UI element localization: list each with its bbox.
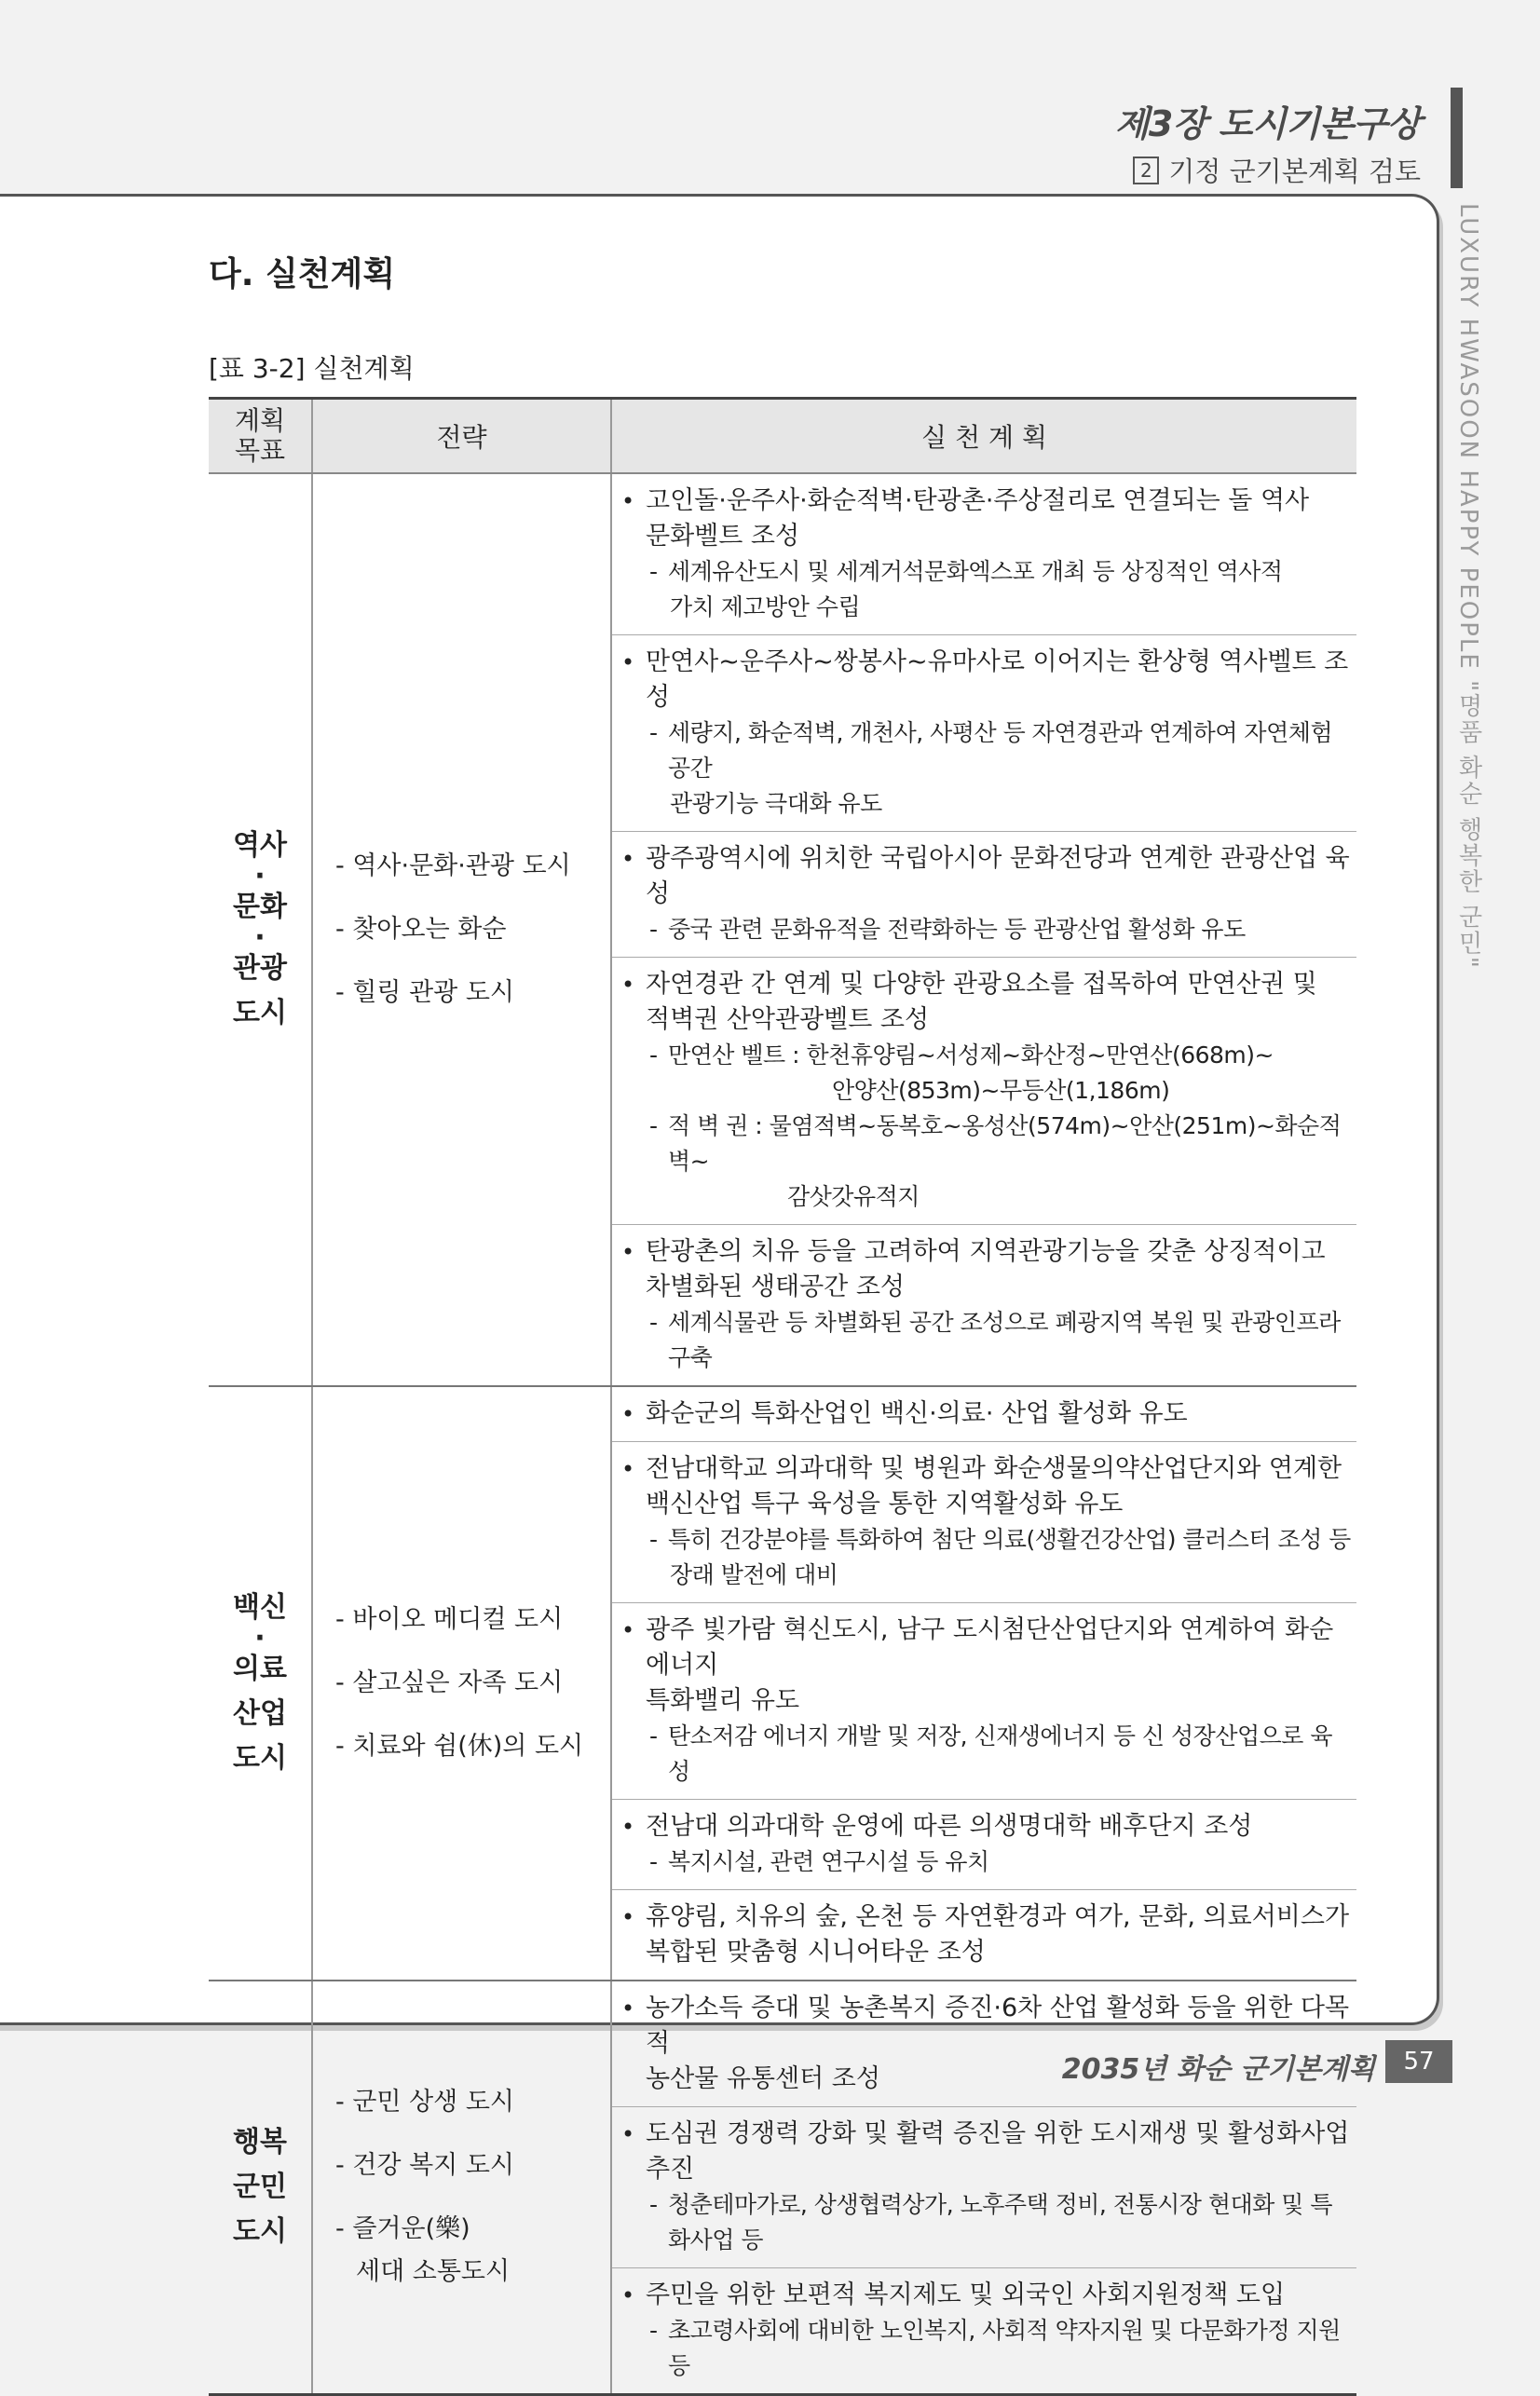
section-subtitle-label: 기정 군기본계획 검토 <box>1168 156 1421 187</box>
action-block <box>612 1981 1356 2107</box>
sub-text: 초고령사회에 대비한 노인복지, 사회적 약자지원 및 다문화가정 지원 등 <box>668 2317 1341 2379</box>
action-sub-line <box>621 1038 1351 1073</box>
sub-text: 감삿갓유적지 <box>787 1183 920 1210</box>
goal-text: 역사 <box>233 829 287 862</box>
action-block <box>612 474 1356 635</box>
action-bullet-line <box>621 1002 1351 1038</box>
action-bullet-line <box>621 1234 1351 1270</box>
bullet-dot-icon: • <box>621 846 635 872</box>
action-text: 전남대 의과대학 운영에 따른 의생명대학 배후단지 조성 <box>646 1812 1253 1841</box>
action-sub-line <box>621 1179 1351 1215</box>
bullet-dot-icon: • <box>621 1995 635 2022</box>
sub-text: 장래 발전에 대비 <box>670 1561 838 1588</box>
action-text: 만연사~운주사~쌍봉사~유마사로 이어지는 환상형 역사벨트 조성 <box>646 647 1349 712</box>
strategy-item: - 군민 상생 도시 <box>335 2088 514 2117</box>
sub-text: 복지시설, 관련 연구시설 등 유치 <box>668 1848 989 1875</box>
sub-dash: - <box>649 2317 658 2344</box>
action-text: 화순군의 특화산업인 백신·의료· 산업 활성화 유도 <box>646 1399 1188 1428</box>
section-number-box: 2 <box>1133 157 1159 184</box>
bullet-dot-icon: • <box>621 2121 635 2147</box>
bullet-dot-icon: • <box>621 1401 635 1427</box>
sub-text: 청춘테마가로, 상생협력상가, 노후주택 정비, 전통시장 현대화 및 특화사업 등 <box>668 2191 1333 2253</box>
bullet-dot-icon: • <box>621 2282 635 2308</box>
strategy-item: - 역사·문화·관광 도시 <box>335 851 571 880</box>
action-block <box>612 1800 1356 1890</box>
goal-text: · <box>254 860 266 892</box>
action-sub-line <box>621 715 1351 786</box>
goal-text: 도시 <box>233 1742 287 1775</box>
action-bullet-line <box>621 1487 1351 1522</box>
action-block <box>612 1442 1356 1603</box>
action-sub-line <box>621 1558 1351 1593</box>
action-sub-line <box>621 1073 1351 1109</box>
goal-header <box>209 399 312 474</box>
action-bullet-line <box>621 1683 1351 1719</box>
goal-text: · <box>254 1622 266 1654</box>
action-block <box>612 1387 1356 1442</box>
bullet-dot-icon: • <box>621 488 635 514</box>
action-sub-line <box>621 2187 1351 2258</box>
bullet-dot-icon: • <box>621 1239 635 1265</box>
action-sub-line <box>621 1109 1351 1179</box>
bullet-dot-icon <box>621 1935 646 1970</box>
action-text: 광주광역시에 위치한 국립아시아 문화전당과 연계한 관광산업 육성 <box>646 844 1350 908</box>
sub-dash: - <box>649 1309 658 1336</box>
bullet-dot-icon: • <box>621 649 635 675</box>
sub-dash <box>649 1179 668 1215</box>
action-text: 백신산업 특구 육성을 통한 지역활성화 유도 <box>646 1490 1124 1518</box>
action-bullet-line <box>621 645 1351 715</box>
table-row <box>209 473 1356 1386</box>
goal-text: 백신 <box>233 1591 287 1624</box>
side-slogan: LUXURY HWASOON HAPPY PEOPLE "명품 화순 행복한 군민" <box>1454 203 1482 970</box>
action-text: 휴양림, 치유의 숲, 온천 등 자연환경과 여가, 문화, 의료서비스가 <box>646 1902 1350 1931</box>
sub-text: 세계식물관 등 차별화된 공간 조성으로 폐광지역 복원 및 관광인프라 구축 <box>668 1309 1341 1371</box>
actions-cell <box>611 1386 1356 1981</box>
sub-dash: - <box>649 2191 658 2218</box>
action-block <box>612 1603 1356 1800</box>
strategy-item: - 힐링 관광 도시 <box>335 978 514 1007</box>
bullet-dot-icon: • <box>621 1456 635 1482</box>
action-text: 적벽권 산악관광벨트 조성 <box>646 1005 930 1034</box>
action-block <box>612 2268 1356 2393</box>
goal-text: 도시 <box>233 2215 287 2248</box>
action-bullet-line <box>621 841 1351 912</box>
sub-text: 가치 제고방안 수립 <box>670 593 861 620</box>
action-sub-line <box>621 1719 1351 1790</box>
plan-table <box>209 397 1356 2396</box>
action-bullet-line <box>621 1270 1351 1305</box>
action-text: 주민을 위한 보편적 복지제도 및 외국인 사회지원정책 도입 <box>646 2280 1286 2309</box>
action-text: 탄광촌의 치유 등을 고려하여 지역관광기능을 갖춘 상징적이고 <box>646 1237 1326 1266</box>
action-bullet-line <box>621 1809 1351 1845</box>
section-title: 다. 실천계획 <box>209 255 396 293</box>
action-text: 고인돌·운주사·화순적벽·탄광촌·주상절리로 연결되는 돌 역사 <box>646 486 1310 515</box>
action-bullet-line <box>621 1935 1351 1970</box>
action-text: 자연경관 간 연계 및 다양한 관광요소를 접목하여 만연산권 및 <box>646 970 1317 999</box>
action-bullet-line <box>621 967 1351 1002</box>
sub-dash <box>649 1558 668 1593</box>
action-block <box>612 635 1356 832</box>
action-block <box>612 958 1356 1225</box>
action-bullet-line <box>621 1396 1351 1432</box>
sub-dash: - <box>649 1722 658 1749</box>
action-text: 특화밸리 유도 <box>646 1686 800 1715</box>
action-text: 문화벨트 조성 <box>646 522 800 551</box>
action-sub-line <box>621 2313 1351 2384</box>
table-row <box>209 1981 1356 2395</box>
action-bullet-line <box>621 483 1351 519</box>
action-sub-line <box>621 590 1351 625</box>
sub-text: 특히 건강분야를 특화하여 첨단 의료(생활건강산업) 클러스터 조성 등 <box>668 1526 1351 1553</box>
goal-header-line2: 목표 <box>234 435 286 466</box>
goal-text: · <box>254 921 266 954</box>
sub-text: 세계유산도시 및 세계거석문화엑스포 개최 등 상징적인 역사적 <box>668 558 1283 585</box>
sub-text: 적 벽 권 : 물염적벽~동복호~옹성산(574m)~안산(251m)~화순적벽~ <box>668 1112 1342 1175</box>
action-bullet-line <box>621 2117 1351 2187</box>
bullet-dot-icon <box>621 1270 646 1305</box>
goal-text: 관광 <box>233 952 287 985</box>
sub-text: 안양산(853m)~무등산(1,186m) <box>832 1077 1170 1104</box>
goal-cell <box>209 1981 312 2395</box>
action-text: 농산물 유통센터 조성 <box>646 2064 880 2093</box>
sub-text: 만연산 벨트 : 한천휴양림~서성제~화산정~만연산(668m)~ <box>668 1041 1274 1069</box>
sub-dash <box>649 1073 668 1109</box>
goal-text: 산업 <box>233 1697 287 1730</box>
sub-dash <box>649 786 668 822</box>
sub-dash: - <box>649 1526 658 1553</box>
action-text: 광주 빛가람 혁신도시, 남구 도시첨단산업단지와 연계하여 화순 에너지 <box>646 1615 1334 1680</box>
strategy-item: 세대 소통도시 <box>356 2257 511 2286</box>
goal-text: 행복 <box>233 2126 287 2158</box>
sub-text: 중국 관련 문화유적을 전략화하는 등 관광산업 활성화 유도 <box>668 916 1246 943</box>
sub-text: 관광기능 극대화 유도 <box>670 790 882 817</box>
bullet-dot-icon: • <box>621 1814 635 1840</box>
goal-text: 의료 <box>233 1653 287 1685</box>
strategy-item: - 즐거운(樂) <box>335 2214 470 2243</box>
action-bullet-line <box>621 1451 1351 1487</box>
action-sub-line <box>621 554 1351 590</box>
sub-text: 세량지, 화순적벽, 개천사, 사평산 등 자연경관과 연계하여 자연체험공간 <box>668 719 1333 782</box>
action-bullet-line <box>621 519 1351 554</box>
bullet-dot-icon <box>621 519 646 554</box>
page-number: 57 <box>1385 2040 1452 2083</box>
goal-cell <box>209 1386 312 1981</box>
section-subtitle <box>1133 151 1421 189</box>
bullet-dot-icon: • <box>621 972 635 998</box>
strategy-cell <box>312 1981 611 2395</box>
action-block <box>612 1890 1356 1980</box>
action-bullet-line <box>621 1899 1351 1935</box>
strategy-item: - 찾아오는 화순 <box>335 915 507 944</box>
bullet-dot-icon: • <box>621 1617 635 1643</box>
bullet-dot-icon <box>621 2062 646 2097</box>
goal-text: 군민 <box>233 2171 287 2203</box>
actions-cell <box>611 1981 1356 2395</box>
action-block <box>612 2107 1356 2268</box>
bullet-dot-icon: • <box>621 1904 635 1930</box>
action-block <box>612 832 1356 958</box>
sub-dash: - <box>649 558 658 585</box>
goal-text: 문화 <box>233 891 287 923</box>
sub-dash <box>649 590 668 625</box>
action-sub-line <box>621 1305 1351 1376</box>
sub-dash: - <box>649 1848 658 1875</box>
action-sub-line <box>621 1522 1351 1558</box>
action-sub-line <box>621 912 1351 947</box>
goal-text: 도시 <box>233 997 287 1029</box>
strategy-header: 전략 <box>312 399 611 474</box>
strategy-item: - 살고싶은 자족 도시 <box>335 1668 564 1697</box>
bullet-dot-icon <box>621 1487 646 1522</box>
sub-dash: - <box>649 1112 658 1139</box>
strategy-item: - 바이오 메디컬 도시 <box>335 1605 564 1634</box>
chapter-title: 제3장 도시기본구상 <box>1114 103 1421 144</box>
table-row <box>209 1386 1356 1981</box>
table-header-row <box>209 399 1356 474</box>
action-sub-line <box>621 1845 1351 1880</box>
header-accent-bar <box>1451 88 1463 188</box>
action-block <box>612 1225 1356 1385</box>
footer-book-title: 2035년 화순 군기본계획 <box>1061 2053 1375 2086</box>
action-text: 복합된 맞춤형 시니어타운 조성 <box>646 1938 986 1967</box>
actions-header: 실 천 계 획 <box>611 399 1356 474</box>
bullet-dot-icon <box>621 1683 646 1719</box>
action-bullet-line <box>621 2278 1351 2313</box>
table-caption: [표 3-2] 실천계획 <box>209 353 415 384</box>
sub-dash: - <box>649 916 658 943</box>
action-text: 농가소득 증대 및 농촌복지 증진·6차 산업 활성화 등을 위한 다목적 <box>646 1994 1350 2058</box>
goal-cell <box>209 473 312 1386</box>
strategy-cell <box>312 473 611 1386</box>
strategy-item: - 치료와 쉼(休)의 도시 <box>335 1732 584 1761</box>
goal-header-line1: 계획 <box>234 405 286 436</box>
actions-cell <box>611 473 1356 1386</box>
action-sub-line <box>621 786 1351 822</box>
action-bullet-line <box>621 1613 1351 1683</box>
strategy-item: - 건강 복지 도시 <box>335 2151 514 2180</box>
sub-dash: - <box>649 1041 658 1069</box>
action-text: 도심권 경쟁력 강화 및 활력 증진을 위한 도시재생 및 활성화사업 추진 <box>646 2119 1350 2184</box>
sub-dash: - <box>649 719 658 746</box>
sub-text: 탄소저감 에너지 개발 및 저장, 신재생에너지 등 신 성장산업으로 육성 <box>668 1722 1333 1785</box>
strategy-cell <box>312 1386 611 1981</box>
action-text: 차별화된 생태공간 조성 <box>646 1273 905 1301</box>
action-text: 전남대학교 의과대학 및 병원과 화순생물의약산업단지와 연계한 <box>646 1454 1342 1483</box>
bullet-dot-icon <box>621 1002 646 1038</box>
